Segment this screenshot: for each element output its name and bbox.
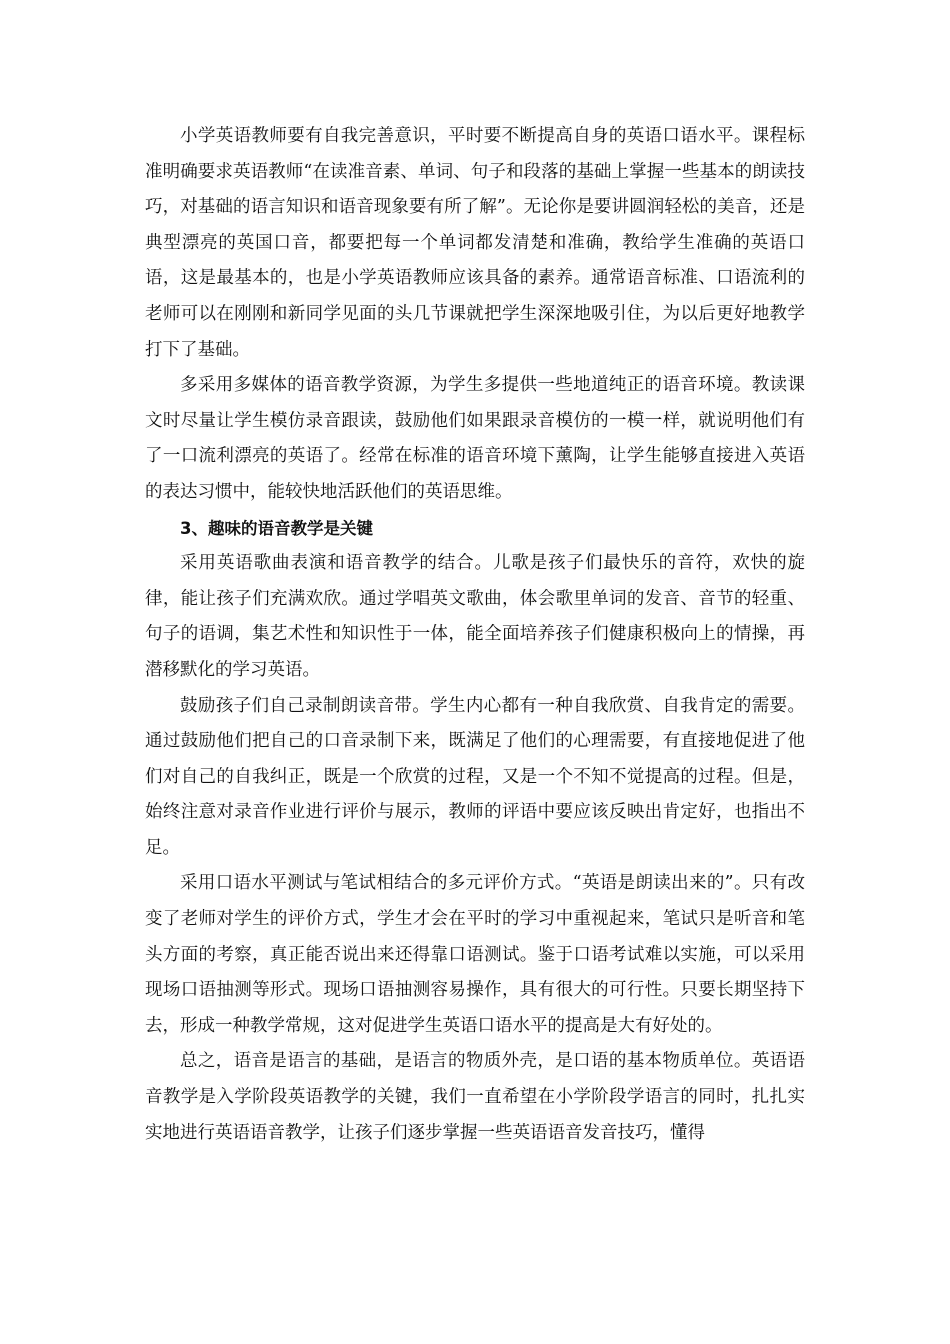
paragraph-teacher-self-improvement: 小学英语教师要有自我完善意识，平时要不断提高自身的英语口语水平。课程标准明确要求英语教师“在读准音素、单词、句子和段落的基础上掌握一些基本的朗读技巧，对基础的语言知识和语音现象要有所了解”。无论你是要讲圆润轻松的美音，还是典型漂亮的英国口音，都要把每一个单词都发清楚和准确，教给学生准确的英语口语，这是最基本的，也是小学英语教师应该具备的素养。通常语音标准、口语流利的老师可以在刚刚和新同学见面的头几节课就把学生深深地吸引住，为以后更好地教学打下了基础。 — [145, 126, 805, 360]
paragraph-recording-reading: 鼓励孩子们自己录制朗读音带。学生内心都有一种自我欣赏、自我肯定的需要。通过鼓励他们把自己的口音录制下来，既满足了他们的心理需要，有直接地促进了他们对自己的自我纠正，既是一个欣赏的过程，又是一个不知不觉提高的过程。但是，始终注意对录音作业进行评价与展示，教师的评语中要应该反映出肯定好，也指出不足。 — [145, 695, 805, 858]
paragraph-conclusion: 总之，语音是语言的基础，是语言的物质外壳，是口语的基本物质单位。英语语音教学是入学阶段英语教学的关键，我们一直希望在小学阶段学语言的同时，扎扎实实地进行英语语音教学，让孩子们逐步掌握一些英语语音发音技巧，懂得 — [145, 1051, 805, 1143]
paragraph-multimedia-resources: 多采用多媒体的语音教学资源，为学生多提供一些地道纯正的语音环境。教读课文时尽量让学生模仿录音跟读，鼓励他们如果跟录音模仿的一模一样，就说明他们有了一口流利漂亮的英语了。经常在标准的语音环境下薰陶，让学生能够直接进入英语的表达习惯中，能较快地活跃他们的英语思维。 — [145, 375, 805, 502]
paragraph-oral-testing: 采用口语水平测试与笔试相结合的多元评价方式。“英语是朗读出来的”。只有改变了老师对学生的评价方式，学生才会在平时的学习中重视起来，笔试只是听音和笔头方面的考察，真正能否说出来还得靠口语测试。鉴于口语考试难以实施，可以采用现场口语抽测等形式。现场口语抽测容易操作，具有很大的可行性。只要长期坚持下去，形成一种教学常规，这对促进学生英语口语水平的提高是大有好处的。 — [145, 873, 805, 1036]
document-page — [145, 119, 805, 1151]
paragraph-english-songs: 采用英语歌曲表演和语音教学的结合。儿歌是孩子们最快乐的音符，欢快的旋律，能让孩子们充满欢欣。通过学唱英文歌曲，体会歌里单词的发音、音节的轻重、句子的语调，集艺术性和知识性于一体，能全面培养孩子们健康积极向上的情操，再潜移默化的学习英语。 — [145, 553, 805, 680]
section-heading: 3、趣味的语音教学是关键 — [180, 518, 373, 538]
